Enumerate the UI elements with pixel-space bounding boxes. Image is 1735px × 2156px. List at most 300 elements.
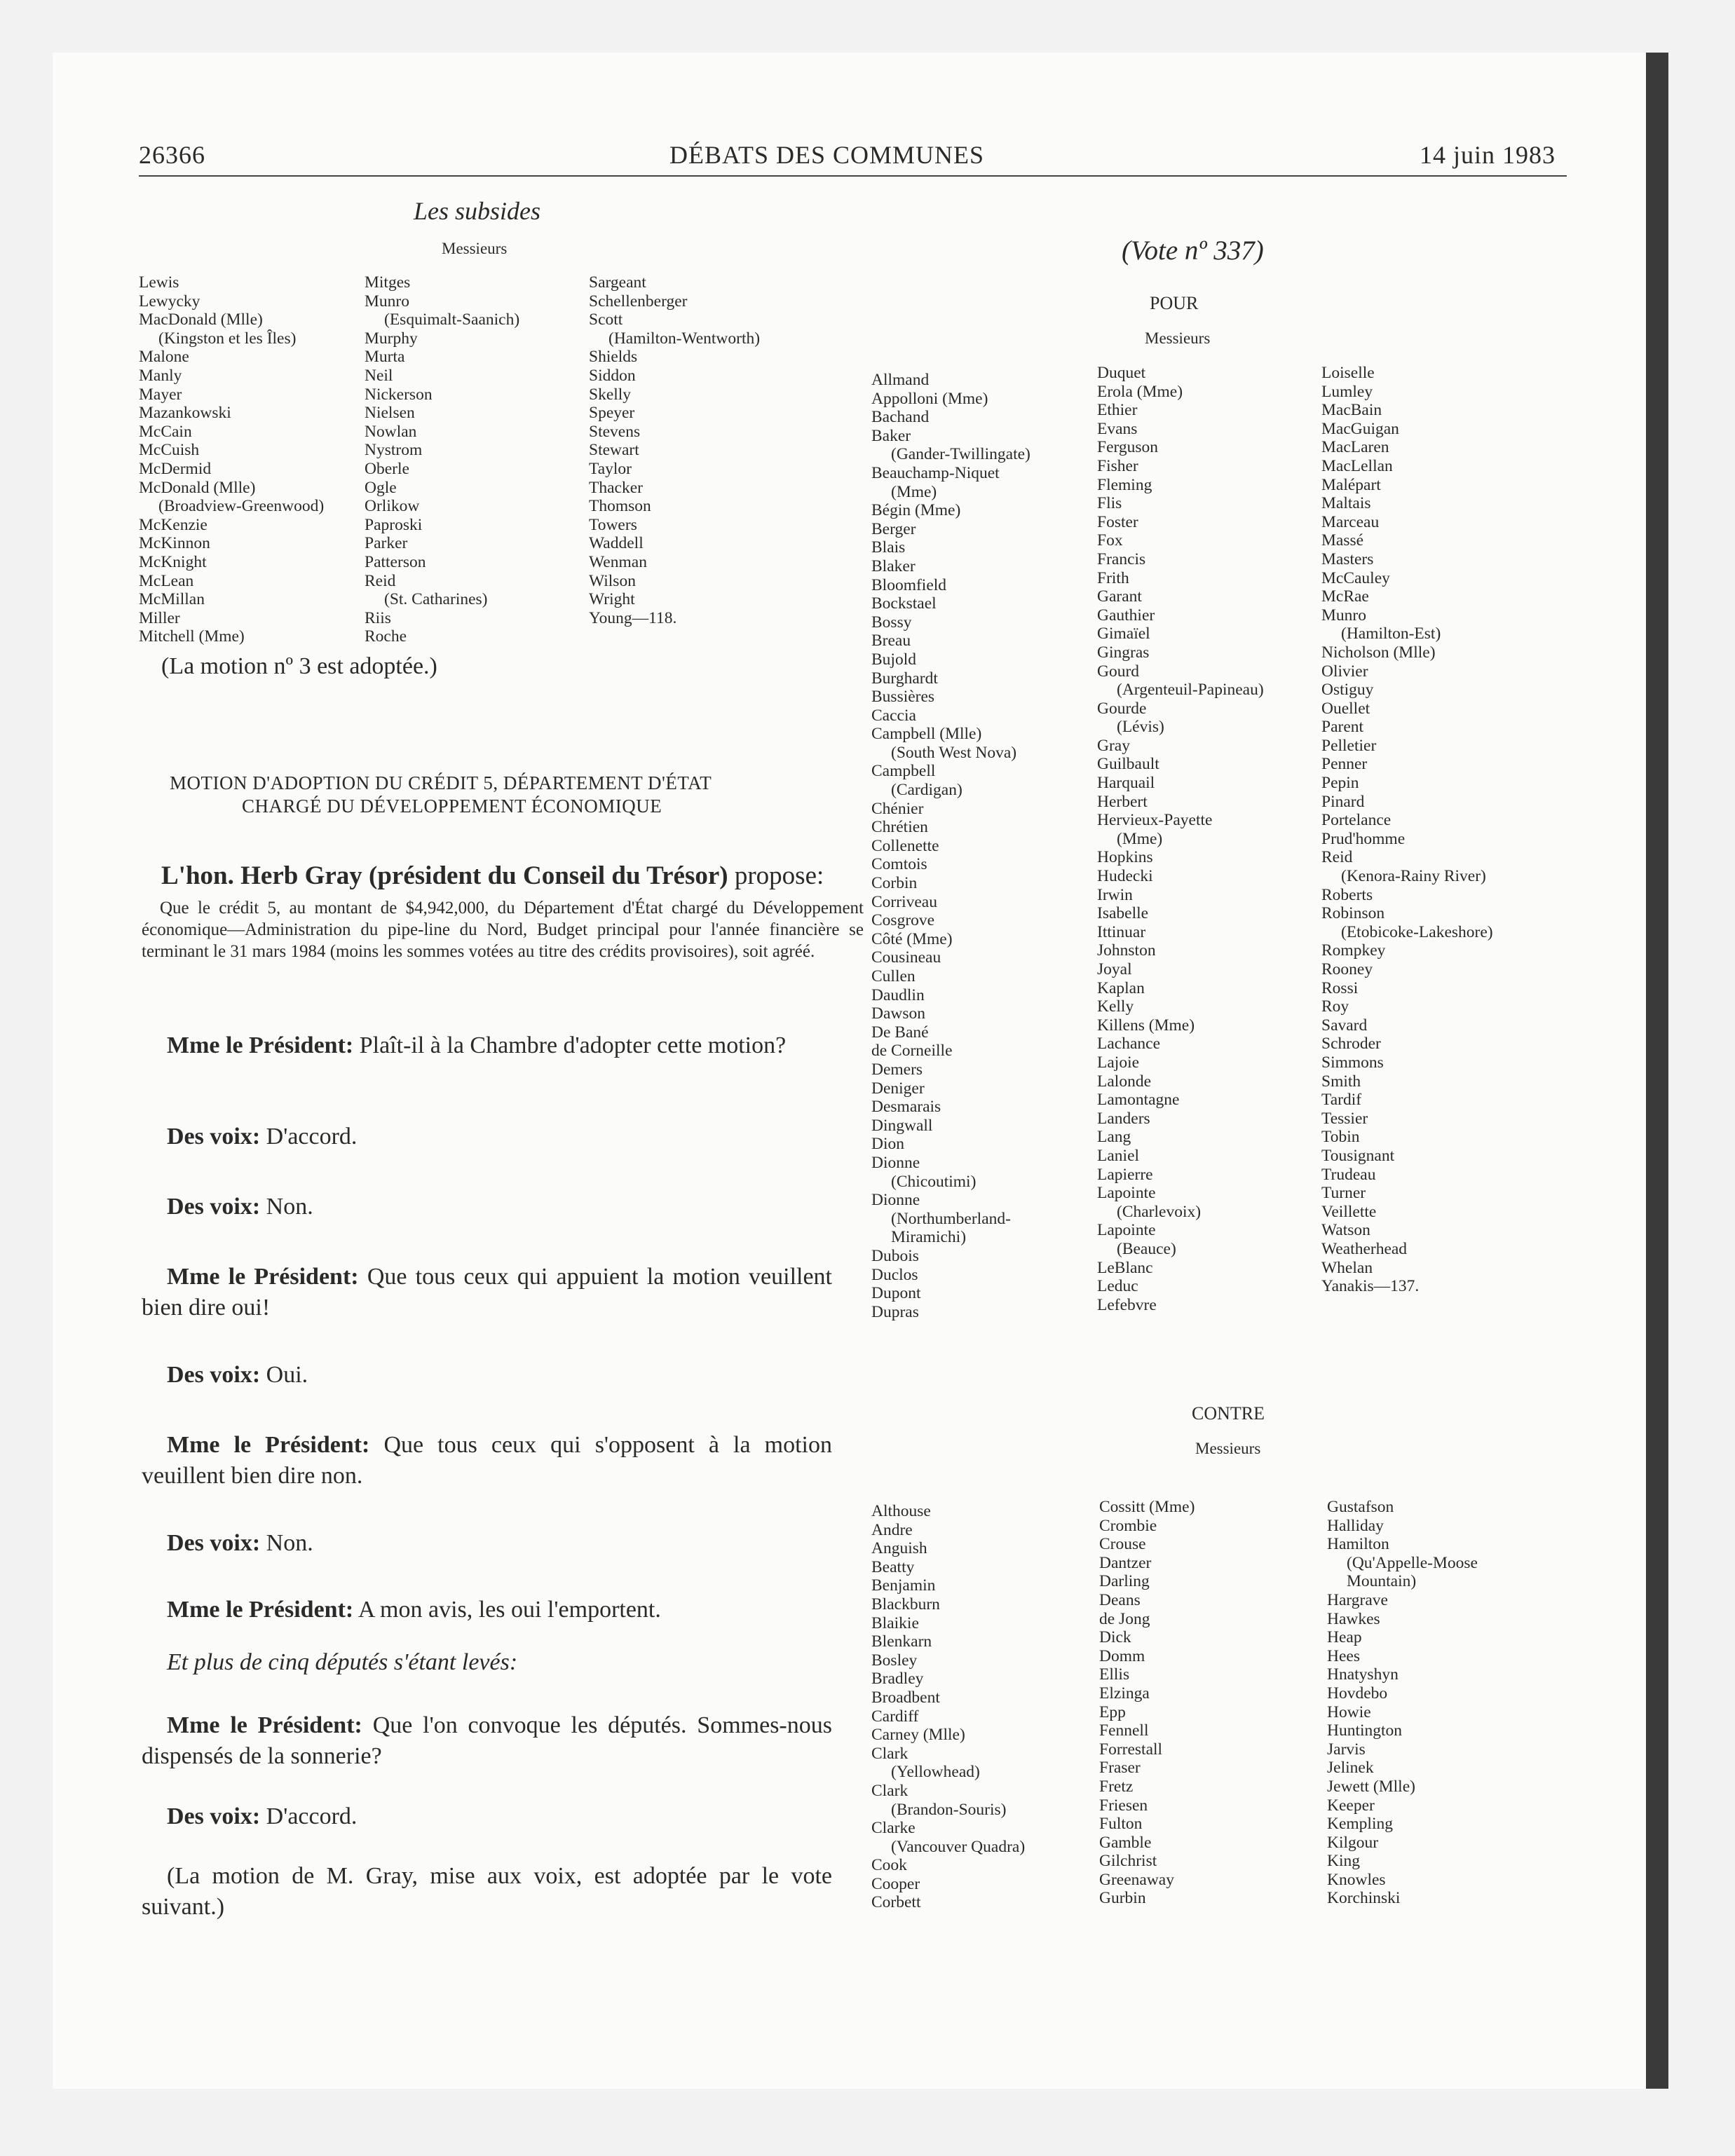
member-name: Cardiff — [871, 1707, 919, 1726]
member-name: Thacker — [589, 478, 643, 497]
pour-sub-label: Messieurs — [1145, 329, 1211, 347]
member-name: Bachand — [871, 408, 930, 427]
member-name: Speyer — [589, 404, 635, 423]
member-name: Pinard — [1321, 792, 1365, 811]
member-name: Dion — [871, 1135, 904, 1154]
member-name: Herbert — [1097, 792, 1148, 811]
member-name: McCuish — [139, 441, 200, 460]
motion-result: (La motion nº 3 est adoptée.) — [161, 653, 437, 679]
member-name: (Esquimalt-Saanich) — [384, 311, 520, 329]
member-name: Bégin (Mme) — [871, 501, 961, 520]
member-name: (Mme) — [891, 482, 937, 501]
member-name: Blais — [871, 538, 906, 557]
member-name: (Etobicoke-Lakeshore) — [1341, 922, 1493, 941]
member-name: Yanakis—137. — [1321, 1277, 1420, 1296]
member-name: Gingras — [1097, 643, 1150, 662]
member-name: Roche — [365, 627, 407, 646]
member-name: Killens (Mme) — [1097, 1016, 1195, 1035]
member-name: Heap — [1327, 1628, 1362, 1647]
exchange-10: Mme le Président: Que l'on convoque les députés. Sommes-nous dispensés de la sonnerie? — [142, 1712, 832, 1769]
member-name: Hnatyshyn — [1327, 1665, 1399, 1684]
member-name: Veillette — [1321, 1202, 1377, 1221]
member-name: Lajoie — [1097, 1053, 1140, 1072]
page-number: 26366 — [139, 141, 205, 169]
member-name: Althouse — [871, 1502, 931, 1520]
member-name: Ouellet — [1321, 699, 1370, 718]
member-name: Gilchrist — [1099, 1852, 1157, 1871]
member-name: (Mme) — [1117, 829, 1163, 848]
motion-heading-line-2: CHARGÉ DU DÉVELOPPEMENT ÉCONOMIQUE — [242, 796, 662, 817]
member-name: Young—118. — [589, 608, 677, 627]
member-name: Oberle — [365, 459, 409, 478]
member-name: Orlikow — [365, 497, 420, 516]
member-name: MacGuigan — [1321, 419, 1399, 438]
member-name: (Argenteuil-Papineau) — [1117, 681, 1264, 700]
member-name: Hudecki — [1097, 867, 1153, 886]
member-name: Gauthier — [1097, 606, 1155, 625]
member-name: Masters — [1321, 550, 1374, 568]
pour-label: POUR — [1150, 293, 1199, 313]
member-name: Rossi — [1321, 978, 1359, 997]
member-name: Fleming — [1097, 475, 1152, 494]
member-name: Flis — [1097, 494, 1122, 513]
member-name: Appolloni (Mme) — [871, 389, 988, 408]
pour-column-2 — [1097, 364, 1264, 1314]
member-name: MacBain — [1321, 401, 1382, 420]
member-name: Lapointe — [1097, 1221, 1156, 1240]
member-name: Cooper — [871, 1874, 920, 1893]
member-name: Anguish — [871, 1539, 927, 1558]
member-name: Duquet — [1097, 364, 1146, 382]
member-name: Bossy — [871, 613, 912, 632]
member-name: Gamble — [1099, 1833, 1152, 1852]
member-name: Lang — [1097, 1128, 1131, 1147]
member-name: Crombie — [1099, 1516, 1157, 1535]
header-date: 14 juin 1983 — [1420, 141, 1556, 169]
member-name: Frith — [1097, 568, 1129, 587]
member-name: Trudeau — [1321, 1165, 1376, 1184]
exchange-1: Mme le Président: Plaît-il à la Chambre d'adopter cette motion? — [167, 1032, 787, 1058]
member-name: Gourde — [1097, 699, 1147, 718]
member-name: (Kingston et les Îles) — [158, 329, 297, 348]
member-name: Joyal — [1097, 960, 1132, 978]
member-name: Scott — [589, 311, 623, 329]
member-name: Leduc — [1097, 1277, 1138, 1296]
member-name: Portelance — [1321, 811, 1392, 830]
member-name: Bussières — [871, 688, 935, 707]
member-name: De Bané — [871, 1023, 929, 1042]
member-name: Hees — [1327, 1646, 1360, 1665]
member-name: Laniel — [1097, 1146, 1140, 1165]
member-name: Kelly — [1097, 997, 1134, 1016]
member-name: Gourd — [1097, 662, 1140, 681]
exchange-6: Mme le Président: Que tous ceux qui s'opposent à la motion veuillent bien dire non. — [142, 1432, 832, 1489]
member-name: Nowlan — [365, 422, 417, 441]
member-name: Munro — [365, 292, 409, 311]
member-name: Mayer — [139, 385, 182, 404]
member-name: Darling — [1099, 1572, 1150, 1591]
member-name: Taylor — [589, 459, 632, 478]
member-name: Lapierre — [1097, 1165, 1153, 1184]
member-name: Turner — [1321, 1184, 1366, 1203]
member-name: Dupont — [871, 1284, 921, 1303]
member-name: Watson — [1321, 1221, 1370, 1240]
member-name: Erola (Mme) — [1097, 382, 1183, 401]
member-name: Thomson — [589, 497, 651, 516]
exchange-8: Mme le Président: A mon avis, les oui l'emportent. — [167, 1597, 661, 1623]
member-name: Harquail — [1097, 774, 1155, 793]
member-name: Gimaïel — [1097, 625, 1150, 643]
member-name: Allmand — [871, 371, 930, 389]
member-name: Bloomfield — [871, 575, 947, 594]
proposer-verb: propose: — [734, 861, 824, 890]
member-name: Waddell — [589, 534, 644, 553]
member-name: Miramichi) — [891, 1228, 967, 1247]
member-name: Mitchell (Mme) — [139, 627, 245, 646]
member-name: Parent — [1321, 718, 1364, 737]
member-name: Dantzer — [1099, 1553, 1152, 1572]
member-name: (Northumberland- — [891, 1209, 1011, 1228]
member-name: Hervieux-Payette — [1097, 811, 1213, 830]
member-name: Clark — [871, 1744, 909, 1763]
scan-edge — [1646, 53, 1668, 2089]
member-name: Riis — [365, 608, 391, 627]
member-name: Clarke — [871, 1819, 916, 1838]
member-name: Duclos — [871, 1265, 918, 1284]
member-name: Cossitt (Mme) — [1099, 1498, 1195, 1516]
member-name: Fennell — [1099, 1721, 1149, 1740]
member-name: Simmons — [1321, 1053, 1384, 1072]
member-name: Manly — [139, 366, 182, 385]
member-name: Carney (Mlle) — [871, 1726, 965, 1745]
member-name: Burghardt — [871, 669, 938, 688]
vote-column-2 — [365, 273, 519, 646]
vote-column-1 — [139, 273, 324, 646]
member-name: Andre — [871, 1520, 913, 1539]
member-name: McKenzie — [139, 515, 207, 534]
member-name: (Gander-Twillingate) — [891, 445, 1030, 464]
contre-sub-label: Messieurs — [1195, 1440, 1261, 1457]
member-name: Murta — [365, 348, 405, 367]
member-name: McRae — [1321, 587, 1369, 606]
member-name: Paproski — [365, 515, 423, 534]
member-name: Roberts — [1321, 885, 1373, 904]
member-name: Deans — [1099, 1590, 1141, 1609]
member-name: Robinson — [1321, 904, 1385, 923]
member-name: Fulton — [1099, 1815, 1143, 1834]
member-name: Wright — [589, 590, 635, 609]
proposer-name: L'hon. Herb Gray — [161, 861, 362, 890]
contre-label: CONTRE — [1192, 1403, 1265, 1424]
member-name: Penner — [1321, 755, 1368, 774]
member-name: Garant — [1097, 587, 1142, 606]
member-name: MacLaren — [1321, 438, 1389, 457]
header-rule — [139, 175, 1567, 177]
motion-heading-line-1: MOTION D'ADOPTION DU CRÉDIT 5, DÉPARTEMENT D'ÉTAT — [170, 772, 712, 793]
member-name: Prud'homme — [1321, 829, 1406, 848]
member-name: King — [1327, 1852, 1360, 1871]
member-name: Hovdebo — [1327, 1684, 1388, 1703]
running-title: DÉBATS DES COMMUNES — [669, 141, 985, 169]
member-name: Lalonde — [1097, 1072, 1151, 1091]
member-name: Parker — [365, 534, 408, 553]
member-name: Elzinga — [1099, 1684, 1150, 1703]
member-name: Jarvis — [1327, 1740, 1366, 1759]
member-name: Massé — [1321, 531, 1364, 550]
member-name: (St. Catharines) — [384, 590, 488, 609]
member-name: Howie — [1327, 1703, 1371, 1721]
member-name: Landers — [1097, 1109, 1150, 1128]
member-name: Stewart — [589, 441, 639, 460]
member-name: Kaplan — [1097, 978, 1145, 997]
member-name: Collenette — [871, 836, 939, 855]
member-name: Lumley — [1321, 382, 1373, 401]
group-label: Messieurs — [442, 240, 508, 257]
member-name: Forrestall — [1099, 1740, 1163, 1759]
exchange-5: Des voix: Oui. — [167, 1362, 308, 1388]
member-name: Kempling — [1327, 1815, 1393, 1834]
exchange-9: Et plus de cinq députés s'étant levés: — [167, 1649, 518, 1675]
member-name: Caccia — [871, 706, 916, 725]
member-name: (Chicoutimi) — [891, 1172, 977, 1191]
member-name: de Jong — [1099, 1609, 1150, 1628]
member-name: Lewycky — [139, 292, 200, 311]
member-name: Dick — [1099, 1628, 1131, 1647]
member-name: Lewis — [139, 273, 179, 292]
member-name: Chrétien — [871, 818, 928, 837]
pour-column-3 — [1321, 364, 1493, 1296]
member-name: Dionne — [871, 1191, 920, 1210]
member-name: Tessier — [1321, 1109, 1368, 1128]
member-name: Breau — [871, 632, 911, 650]
member-name: McLean — [139, 571, 194, 590]
exchange-4: Mme le Président: Que tous ceux qui appuient la motion veuillent bien dire oui! — [142, 1264, 833, 1321]
member-name: Deniger — [871, 1079, 925, 1098]
member-name: McKnight — [139, 552, 207, 571]
member-name: Ostiguy — [1321, 681, 1374, 700]
exchange-2: Des voix: D'accord. — [167, 1124, 358, 1149]
member-name: Lefebvre — [1097, 1295, 1157, 1314]
member-name: Clark — [871, 1781, 909, 1800]
member-name: Baker — [871, 426, 911, 445]
member-name: Cosgrove — [871, 911, 935, 930]
pour-column-1 — [871, 371, 1030, 1321]
member-name: Domm — [1099, 1646, 1145, 1665]
member-name: Beatty — [871, 1557, 915, 1576]
member-name: Corriveau — [871, 892, 937, 911]
member-name: Wilson — [589, 571, 636, 590]
member-name: Desmarais — [871, 1098, 941, 1117]
contre-column-3 — [1327, 1498, 1478, 1908]
member-name: Gustafson — [1327, 1498, 1394, 1516]
member-name: McKinnon — [139, 534, 210, 553]
member-name: Crouse — [1099, 1535, 1146, 1554]
member-name: Corbett — [871, 1893, 921, 1912]
member-name: LeBlanc — [1097, 1258, 1153, 1277]
member-name: Isabelle — [1097, 904, 1149, 923]
member-name: Weatherhead — [1321, 1239, 1408, 1258]
member-name: Côté (Mme) — [871, 929, 953, 948]
member-name: Marceau — [1321, 512, 1380, 531]
member-name: Dupras — [871, 1302, 919, 1321]
proposer-line — [161, 861, 824, 891]
member-name: Blackburn — [871, 1595, 940, 1613]
exchange-11: Des voix: D'accord. — [167, 1803, 358, 1829]
member-name: Pepin — [1321, 774, 1359, 793]
vote-column-3 — [589, 273, 760, 627]
motion-text: Que le crédit 5, au montant de $4,942,000, du Département d'État chargé du Développement économique—Administration du pipe-line du Nord, Budget principal pour l'année financière se terminant le 31 mars 1984 (moins les sommes votées au titre des crédits provisoires), soit agréé. — [142, 899, 864, 961]
member-name: McMillan — [139, 590, 205, 609]
member-name: Bradley — [871, 1670, 924, 1688]
member-name: Rooney — [1321, 960, 1373, 978]
member-name: Whelan — [1321, 1258, 1373, 1277]
member-name: Mountain) — [1347, 1572, 1417, 1591]
member-name: MacDonald (Mlle) — [139, 311, 263, 329]
member-name: Halliday — [1327, 1516, 1384, 1535]
member-name: Fisher — [1097, 456, 1138, 475]
member-name: Hamilton — [1327, 1535, 1389, 1554]
member-name: Blaker — [871, 557, 916, 575]
member-name: Daudlin — [871, 985, 925, 1004]
member-name: Munro — [1321, 606, 1366, 625]
member-name: Blaikie — [871, 1613, 919, 1632]
member-name: Nickerson — [365, 385, 433, 404]
member-name: Mitges — [365, 273, 411, 292]
member-name: Ethier — [1097, 401, 1138, 420]
member-name: (Vancouver Quadra) — [891, 1837, 1026, 1856]
member-name: Johnston — [1097, 941, 1156, 960]
member-name: Lachance — [1097, 1035, 1161, 1053]
member-name: Sargeant — [589, 273, 646, 292]
member-name: Malone — [139, 348, 189, 367]
member-name: Tousignant — [1321, 1146, 1395, 1165]
member-name: Jewett (Mlle) — [1327, 1777, 1415, 1796]
member-name: Roy — [1321, 997, 1349, 1016]
member-name: Evans — [1097, 419, 1138, 438]
member-name: Gray — [1097, 736, 1130, 755]
member-name: Ittinuar — [1097, 922, 1146, 941]
member-name: Comtois — [871, 855, 927, 874]
member-name: Kilgour — [1327, 1833, 1379, 1852]
member-name: McDermid — [139, 459, 212, 478]
member-name: Benjamin — [871, 1576, 936, 1595]
member-name: McCauley — [1321, 568, 1390, 587]
exchange-3: Des voix: Non. — [167, 1194, 313, 1220]
member-name: Campbell (Mlle) — [871, 725, 982, 744]
member-name: Fretz — [1099, 1777, 1134, 1796]
member-name: Francis — [1097, 550, 1146, 568]
member-name: Fraser — [1099, 1759, 1141, 1778]
member-name: Gurbin — [1099, 1889, 1146, 1908]
member-name: Fox — [1097, 531, 1123, 550]
member-name: Bockstael — [871, 594, 937, 613]
member-name: Shields — [589, 348, 638, 367]
member-name: Loiselle — [1321, 364, 1375, 382]
member-name: Lapointe — [1097, 1184, 1156, 1203]
member-name: Blenkarn — [871, 1632, 932, 1651]
member-name: Dionne — [871, 1153, 920, 1172]
member-name: Dubois — [871, 1246, 919, 1265]
member-name: (Kenora-Rainy River) — [1341, 867, 1486, 886]
member-name: Chénier — [871, 799, 924, 818]
member-name: Cullen — [871, 967, 916, 985]
member-name: Nicholson (Mlle) — [1321, 643, 1436, 662]
member-name: (Brandon-Souris) — [891, 1800, 1007, 1819]
member-name: Reid — [1321, 848, 1353, 867]
member-name: Demers — [871, 1060, 923, 1079]
member-name: Friesen — [1099, 1796, 1148, 1815]
member-name: Beauchamp-Niquet — [871, 463, 1000, 482]
member-name: Wenman — [589, 552, 647, 571]
member-name: Savard — [1321, 1016, 1368, 1035]
member-name: (Hamilton-Est) — [1341, 625, 1441, 643]
contre-column-2 — [1099, 1498, 1195, 1908]
member-name: Irwin — [1097, 885, 1133, 904]
member-name: Corbin — [871, 874, 918, 893]
member-name: Foster — [1097, 512, 1138, 531]
member-name: Guilbault — [1097, 755, 1159, 774]
member-name: (Charlevoix) — [1117, 1202, 1202, 1221]
member-name: (Lévis) — [1117, 718, 1164, 737]
member-name: Cousineau — [871, 948, 941, 967]
member-name: Schroder — [1321, 1035, 1381, 1053]
contre-column-1 — [871, 1502, 1025, 1912]
member-name: Tobin — [1321, 1128, 1360, 1147]
member-name: Murphy — [365, 329, 418, 348]
proposer-role: (président du Conseil du Trésor) — [369, 861, 728, 890]
member-name: Miller — [139, 608, 180, 627]
member-name: Bosley — [871, 1651, 918, 1670]
member-name: Cook — [871, 1856, 907, 1875]
member-name: Ferguson — [1097, 438, 1159, 457]
member-name: Greenaway — [1099, 1870, 1174, 1889]
exchange-12: (La motion de M. Gray, mise aux voix, est adoptée par le vote suivant.) — [142, 1863, 832, 1920]
member-name: Nystrom — [365, 441, 423, 460]
member-name: Hopkins — [1097, 848, 1153, 867]
member-name: de Corneille — [871, 1042, 953, 1060]
member-name: Keeper — [1327, 1796, 1375, 1815]
member-name: Olivier — [1321, 662, 1368, 681]
member-name: Berger — [871, 519, 916, 538]
vote-title: (Vote nº 337) — [1122, 236, 1264, 266]
member-name: Nielsen — [365, 404, 415, 423]
member-name: Skelly — [589, 385, 632, 404]
member-name: Huntington — [1327, 1721, 1403, 1740]
member-name: Tardif — [1321, 1091, 1362, 1110]
member-name: (Broadview-Greenwood) — [158, 497, 325, 516]
member-name: Siddon — [589, 366, 636, 385]
member-name: Jelinek — [1327, 1759, 1374, 1778]
member-name: Lamontagne — [1097, 1091, 1180, 1110]
member-name: Knowles — [1327, 1870, 1386, 1889]
member-name: Hawkes — [1327, 1609, 1380, 1628]
section-title: Les subsides — [414, 197, 541, 225]
member-name: McDonald (Mlle) — [139, 478, 256, 497]
member-name: Towers — [589, 515, 637, 534]
member-name: Schellenberger — [589, 292, 688, 311]
member-name: Dingwall — [871, 1116, 933, 1135]
member-name: McCain — [139, 422, 192, 441]
member-name: Smith — [1321, 1072, 1361, 1091]
member-name: Reid — [365, 571, 396, 590]
member-name: (South West Nova) — [891, 743, 1017, 762]
member-name: Broadbent — [871, 1688, 940, 1707]
member-name: Ogle — [365, 478, 397, 497]
member-name: Mazankowski — [139, 404, 231, 423]
exchange-7: Des voix: Non. — [167, 1530, 313, 1556]
member-name: MacLellan — [1321, 456, 1393, 475]
member-name: Campbell — [871, 762, 936, 781]
